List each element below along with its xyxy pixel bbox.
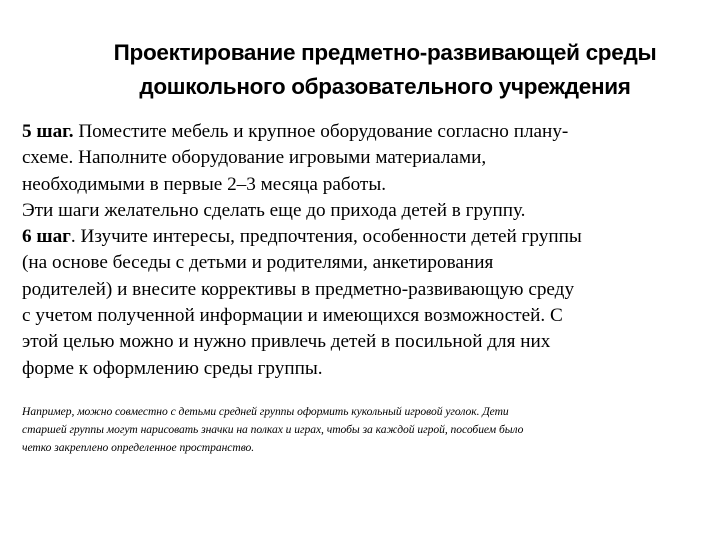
step-6-text: . Изучите интересы, предпочтения, особенности детей группы: [70, 226, 582, 248]
step-5-text: Поместите мебель и крупное оборудование согласно плану-: [73, 121, 569, 142]
title-line: Проектирование предметно-развивающей среды: [113, 40, 657, 65]
slide-body: [22, 119, 720, 382]
example-note: [22, 403, 720, 457]
step-6-line: этой целью можно и нужно привлечь детей в посильной для них: [22, 331, 551, 353]
step-5-line: Эти шаги желательно сделать еще до прихода детей в группу.: [22, 199, 526, 221]
title-line: дошкольного образовательного учреждения: [139, 74, 631, 99]
slide-title: [50, 36, 720, 104]
example-line: четко закреплено определенное пространство.: [22, 441, 255, 454]
step-6-line: родителей) и внесите коррективы в предметно-развивающую среду: [22, 278, 575, 300]
step-6-label: 6 шаг: [22, 226, 71, 248]
step-6-line: форме к оформлению среды группы.: [22, 357, 323, 379]
step-6-line: (на основе беседы с детьми и родителями, анкетирования: [22, 252, 494, 274]
step-5-line: схеме. Наполните оборудование игровыми материалами,: [22, 147, 487, 169]
step-5-label: 5 шаг.: [22, 121, 74, 142]
step-5-paragraph: [22, 119, 720, 224]
step-5-line: [22, 119, 720, 145]
step-5-line: необходимыми в первые 2–3 месяца работы.: [22, 173, 387, 195]
step-6-line: [22, 224, 720, 250]
example-line: старшей группы могут нарисовать значки на полках и играх, чтобы за каждой игрой, пособием было: [22, 423, 524, 436]
step-6-paragraph: [22, 224, 720, 382]
example-line: Например, можно совместно с детьми средней группы оформить кукольный игровой уголок. Дети: [22, 405, 509, 418]
step-6-line: с учетом полученной информации и имеющихся возможностей. С: [22, 305, 563, 327]
